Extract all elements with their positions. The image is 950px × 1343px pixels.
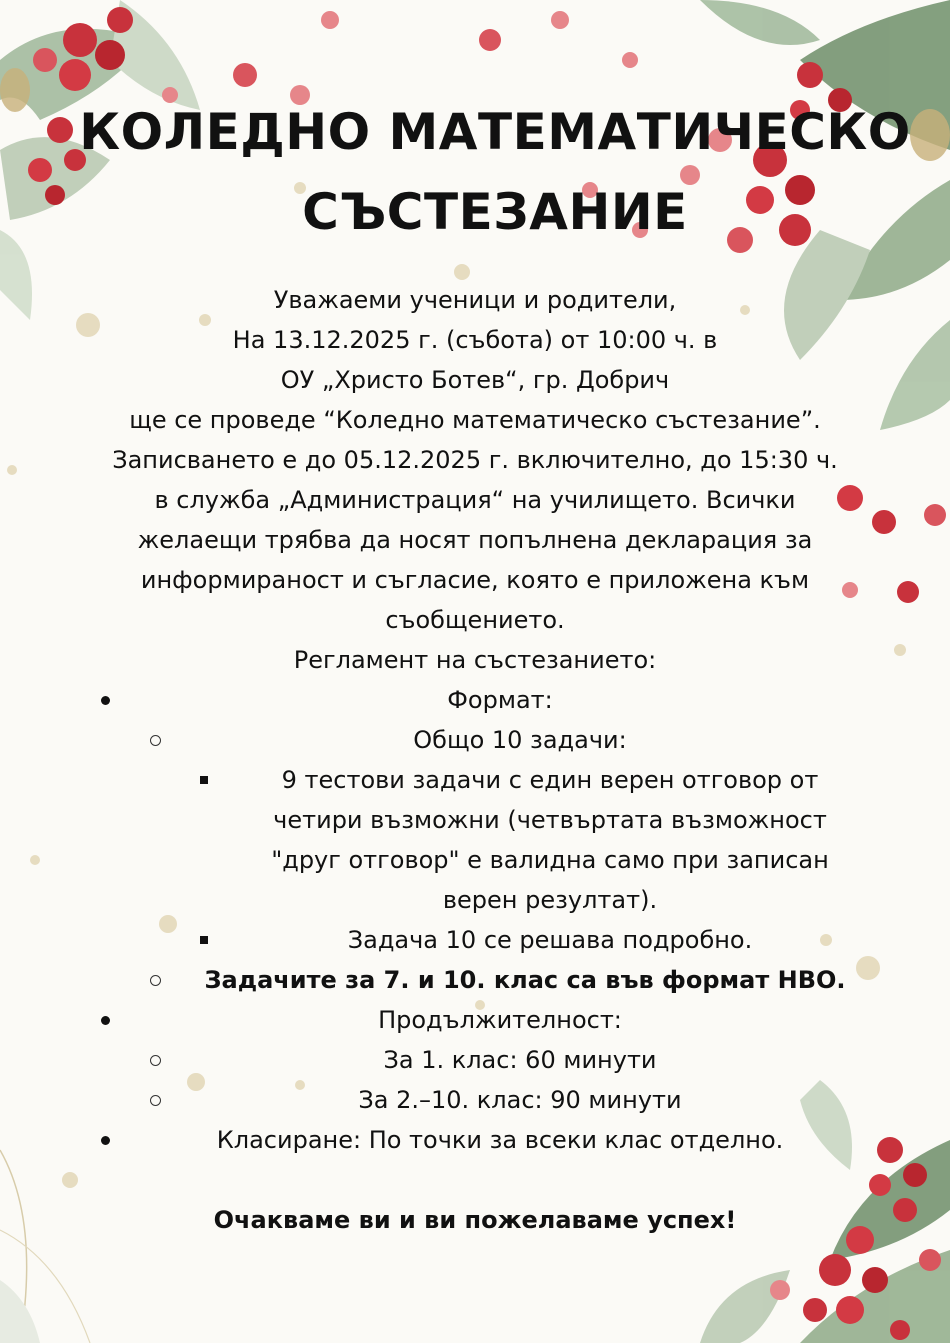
duration-grade-1: За 1. клас: 60 минути [383,1046,657,1074]
bullet-disc [101,1016,110,1025]
intro-greeting: Уважаеми ученици и родители, [273,286,677,314]
intro-office-line: в служба „Администрация“ на училището. Всички [154,486,796,514]
intro-consent-line: информираност и съгласие, която е приложена към [140,566,810,594]
total-tasks: Общо 10 задачи: [413,726,627,754]
task-10: Задача 10 се решава подробно. [347,926,753,954]
intro-message-line: съобщението. [385,606,565,634]
regulations-heading: Регламент на състезанието: [293,646,657,674]
title-line-2: СЪСТЕЗАНИЕ [302,183,688,241]
bullet-square [200,776,208,784]
intro-school-line: ОУ „Христо Ботев“, гр. Добрич [280,366,670,394]
intro-declaration-line: желаещи трябва да носят попълнена декларация за [137,526,813,554]
page-title [40,92,950,252]
bullet-circle [150,1095,161,1106]
bullet-disc [101,1136,110,1145]
intro-event-line: ще се проведе “Коледно математическо състезание”. [129,406,821,434]
test-tasks-line-2: четири възможни (четвъртата възможност [273,806,827,834]
format-label: Формат: [447,686,553,714]
closing-message: Очакваме ви и ви пожелаваме успех! [213,1206,737,1234]
intro-date-line: На 13.12.2025 г. (събота) от 10:00 ч. в [232,326,718,354]
test-tasks-line-1: 9 тестови задачи с един верен отговор от [281,766,819,794]
ranking: Класиране: По точки за всеки клас отделно. [216,1126,784,1154]
test-tasks-line-4: верен резултат). [442,886,658,914]
intro-paragraph [60,280,890,680]
bullet-circle [150,735,161,746]
duration-label: Продължителност: [378,1006,622,1034]
intro-registration-line: Записването е до 05.12.2025 г. включително, до 15:30 ч. [112,446,838,474]
test-tasks-line-3: "друг отговор" е валидна само при записан [271,846,829,874]
bullet-circle [150,975,161,986]
bullet-circle [150,1055,161,1066]
duration-grades-2-10: За 2.–10. клас: 90 минути [358,1086,682,1114]
bullet-square [200,936,208,944]
bullet-disc [101,696,110,705]
title-line-1: КОЛЕДНО МАТЕМАТИЧЕСКО [79,103,911,161]
nvo-note: Задачите за 7. и 10. клас са във формат НВО. [204,966,846,994]
